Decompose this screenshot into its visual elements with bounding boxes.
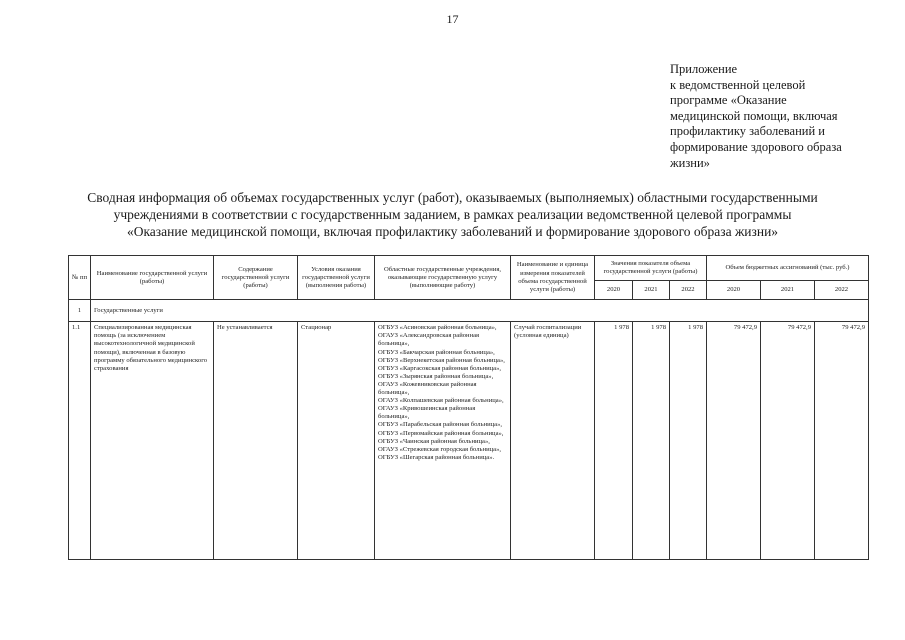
row-budget-2022: 79 472,9: [815, 322, 869, 560]
appendix-line: жизни»: [670, 155, 710, 170]
header-conditions: Условия оказания государственной услуги (выполнения работы): [298, 256, 375, 300]
header-budget-group: Объем бюджетных ассигнований (тыс. руб.): [707, 256, 869, 281]
appendix-line: программе «Оказание: [670, 93, 787, 108]
appendix-line: медицинской помощи, включая: [670, 108, 838, 123]
row-service-name: Специализированная медицинская помощь (за исключением высокотехнологичной медицинской помощи), включенная в базовую программу обязательного медицинского страхования: [91, 322, 214, 560]
header-values-group: Значения показателя объема государственной услуги (работы): [595, 256, 707, 281]
appendix-line: профилактику заболеваний и: [670, 124, 825, 139]
appendix-line: формирование здорового образа: [670, 139, 842, 154]
institution-item: ОГАУЗ «Стрежевская городская больница»,: [378, 445, 502, 453]
row-value-2021: 1 978: [633, 322, 670, 560]
header-content: Содержание государственной услуги (работы): [214, 256, 298, 300]
header-institutions: Областные государственные учреждения, оказывающие государственную услугу (выполняющие работу): [375, 256, 511, 300]
document-title: [40, 189, 865, 240]
row-value-2020: 1 978: [595, 322, 633, 560]
row-conditions: Стационар: [298, 322, 375, 560]
header-values-year: 2021: [633, 281, 670, 300]
header-values-year: 2022: [670, 281, 707, 300]
title-line: учреждениями в соответствии с государственным заданием, в рамках реализации ведомственной целевой программы: [113, 207, 792, 222]
row-content: Не устанавливается: [214, 322, 298, 560]
institution-item: ОГБУЗ «Асиновская районная больница»,: [378, 324, 497, 332]
header-budget-year: 2022: [815, 281, 869, 300]
section-row: [69, 300, 869, 322]
institution-item: ОГБУЗ «Чаинская районная больница»,: [378, 437, 490, 445]
title-line: «Оказание медицинской помощи, включая профилактику заболеваний и формирование здорового образа жизни»: [126, 224, 779, 239]
header-values-year: 2020: [595, 281, 633, 300]
row-budget-2021: 79 472,9: [761, 322, 815, 560]
section-label: Государственные услуги: [91, 300, 869, 322]
appendix-line: к ведомственной целевой: [670, 77, 806, 92]
header-budget-year: 2020: [707, 281, 761, 300]
institution-item: ОГБУЗ «Бакчарская районная больница»,: [378, 348, 495, 356]
row-num: 1.1: [69, 322, 91, 560]
institution-item: ОГБУЗ «Первомайская районная больница»,: [378, 429, 504, 437]
header-service-name: Наименование государственной услуги (работы): [91, 256, 214, 300]
appendix-line: Приложение: [670, 62, 738, 76]
row-value-2022: 1 978: [670, 322, 707, 560]
header-indicator: Наименование и единица измерения показателей объема государственной услуги (работы): [511, 256, 595, 300]
institution-item: ОГБУЗ «Верхнекетская районная больница»,: [378, 356, 505, 364]
institution-item: ОГБУЗ «Шегарская районная больница».: [378, 453, 495, 461]
institution-item: ОГАУЗ «Кривошеинская районная больница»,: [378, 405, 476, 421]
institution-item: ОГБУЗ «Зырянская районная больница»,: [378, 372, 494, 380]
table-row: [69, 322, 869, 560]
institution-item: ОГБУЗ «Парабельская районная больница»,: [378, 421, 503, 429]
institution-item: ОГБУЗ «Каргасокская районная больница»,: [378, 364, 502, 372]
row-budget-2020: 79 472,9: [707, 322, 761, 560]
summary-table: [68, 255, 869, 560]
page-number: 17: [446, 12, 459, 26]
appendix-note: [670, 62, 890, 171]
title-line: Сводная информация об объемах государственных услуг (работ), оказываемых (выполняемых) областными государственными: [87, 190, 818, 205]
row-institutions: [375, 322, 511, 560]
header-budget-year: 2021: [761, 281, 815, 300]
institution-item: ОГАУЗ «Кожевниковская районная больница»,: [378, 380, 477, 397]
section-num: 1: [69, 300, 91, 322]
header-num: № пп: [69, 256, 91, 300]
institution-item: ОГАУЗ «Александровская районная больница»,: [378, 332, 480, 348]
table-header-row: [69, 256, 869, 281]
row-indicator: Случай госпитализации (условная единица): [511, 322, 595, 560]
institution-item: ОГАУЗ «Колпашевская районная больница»,: [378, 397, 504, 405]
